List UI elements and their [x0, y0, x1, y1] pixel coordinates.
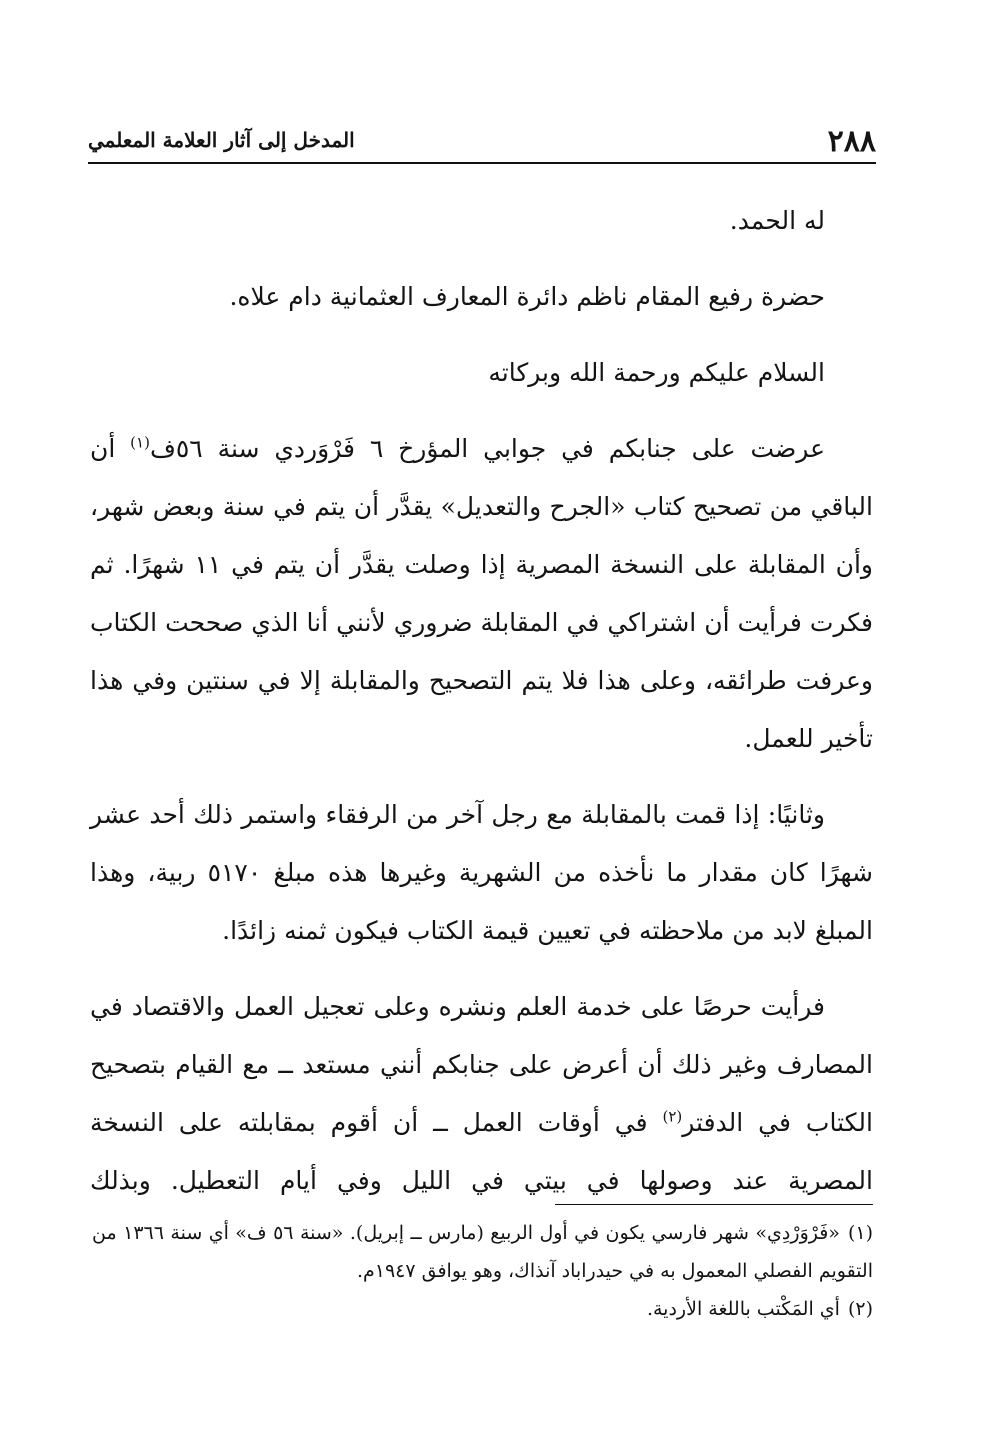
paragraph-closing-praise: له الحمد.: [729, 206, 825, 235]
footnote-2-text: أي المَكْتب باللغة الأردية.: [646, 1298, 840, 1320]
footnote-1-number: (١): [847, 1222, 873, 1244]
body-text: [90, 192, 873, 1210]
footnote-1-text: «فَرْوَرْدِي» شهر فارسي يكون في أول الربيع (مارس ــ إبريل). «سنة ٥٦ ف» أي سنة ١٣٦٦ من التقويم الفصلي المعمول به في حيدراباد آنذاك، وهو يوافق ١٩٤٧م.: [92, 1222, 873, 1282]
footnotes: [92, 1214, 873, 1328]
page-header: [88, 118, 876, 164]
paragraph-proposal-text-b: في أوقات العمل ــ أن أقوم بمقابلته على النسخة المصرية عند وصولها في بيتي في الليل وفي أيام التعطيل. وبذلك: [90, 1108, 873, 1195]
footnote-2: [92, 1290, 873, 1328]
footnote-ref-1[interactable]: (١): [130, 433, 150, 452]
paragraph-first-point-text-a: عرضت على جنابكم في جوابي المؤرخ ٦ فَرْوَردي سنة ٥٦ف: [149, 434, 825, 463]
paragraph-greeting: السلام عليكم ورحمة الله وبركاته: [488, 358, 825, 387]
paragraph-addressee: حضرة رفيع المقام ناظم دائرة المعارف العثمانية دام علاه.: [229, 282, 825, 311]
paragraph-proposal-text-a: فرأيت حرصًا على خدمة العلم ونشره وعلى تعجيل العمل والاقتصاد في المصارف وغير ذلك أن أعرض على جنابكم أنني مستعد ــ مع القيام بتصحيح الكتاب في الدفتر: [90, 992, 873, 1137]
footnote-separator: [555, 1204, 873, 1205]
page-number: ٢٨٨: [827, 124, 876, 159]
paragraph-proposal: [90, 978, 873, 1210]
footnote-ref-2[interactable]: (٢): [662, 1107, 683, 1126]
paragraph-second-point: وثانيًا: إذا قمت بالمقابلة مع رجل آخر من الرفقاء واستمر ذلك أحد عشر شهرًا كان مقدار ما نأخذه من الشهرية وغيرها هذه مبلغ ٥١٧٠ ربية، وهذا المبلغ لابد من ملاحظته في تعيين قيمة الكتاب فيكون ثمنه زائدًا.: [90, 800, 873, 945]
header-rule: [88, 162, 876, 164]
footnote-2-number: (٢): [847, 1298, 873, 1320]
running-title: المدخل إلى آثار العلامة المعلمي: [88, 128, 355, 152]
footnote-1: [92, 1214, 873, 1290]
paragraph-first-point: [90, 420, 873, 768]
paragraph-first-point-text-b: أن الباقي من تصحيح كتاب «الجرح والتعديل» يقدَّر أن يتم في سنة وبعض شهر، وأن المقابلة على النسخة المصرية إذا وصلت يقدَّر أن يتم في ١١ شهرًا. ثم فكرت فرأيت أن اشتراكي في المقابلة ضروري لأنني أنا الذي صححت الكتاب وعرفت طرائقه، وعلى هذا فلا يتم التصحيح والمقابلة إلا في سنتين وفي هذا تأخير للعمل.: [90, 434, 873, 753]
